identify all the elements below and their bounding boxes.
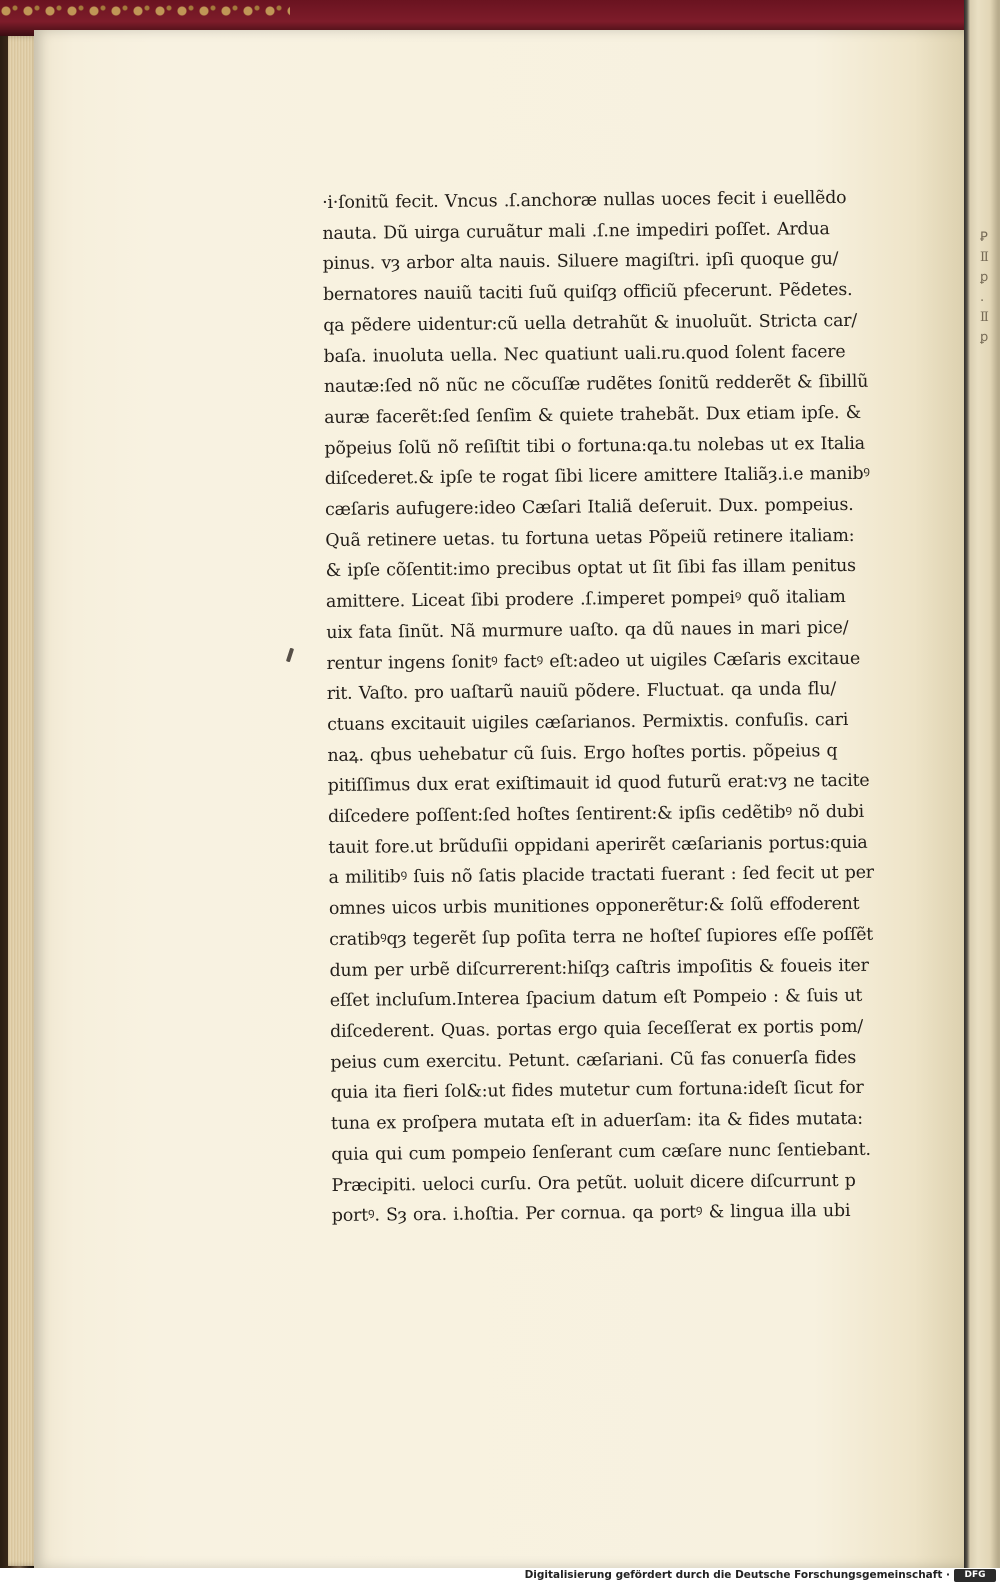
funding-note: Digitalisierung gefördert durch die Deutsche Forschungsgemeinschaft ·: [524, 1569, 950, 1581]
text-block: [322, 182, 918, 1231]
text-line: portꝰ. Sȝ ora. i.hoſtia. Per cornua. qa portꝰ & lingua illa ubi: [331, 1201, 851, 1227]
text-line: quia ita fieri ſol&:ut fides mutetur cum fortuna:ideſt ſicut for: [330, 1078, 864, 1104]
text-line: baſa. inuoluta uella. Nec quatiunt uali.ru.quod ſolent facere: [323, 341, 846, 367]
text-line: peius cum exercitu. Petunt. cæſariani. Cũ fas conuerſa fides: [330, 1047, 857, 1073]
text-line: eſſet incluſum.Interea ſpacium datum eſt Pompeio : & ſuis ut: [329, 986, 863, 1012]
text-line: pitiſſimus dux erat exiſtimauit id quod futurũ erat:vȝ ne tacite: [327, 771, 870, 797]
text-line: põpeius ſolũ nõ reſiſtit tibi o fortuna:qa.tu nolebas ut ex Italia: [324, 433, 866, 459]
text-line: pinus. vȝ arbor alta nauis. Siluere magiſtri. ipſi quoque gu/: [322, 249, 839, 275]
text-line: bernatores nauiũ taciti ſuũ quiſqȝ officiũ pfecerunt. Pẽdetes.: [322, 280, 853, 306]
text-line: naꝝ. qbus uehebatur cũ ſuis. Ergo hoſtes portis. põpeius q: [327, 740, 838, 766]
text-line: rentur ingens ſonitꝰ factꝰ eſt:adeo ut uigiles Cæſaris excitaue: [326, 648, 861, 674]
text-line: ·i·ſonitũ fecit. Vncus .ſ.anchoræ nullas uoces fecit i euellẽdo: [322, 187, 847, 213]
text-line: dum per urbẽ diſcurrerent:hiſqȝ caſtris impoſitis & foueis iter: [329, 955, 869, 981]
text-line: & ipſe cõſentit:imo precibus optat ut ſit ſibi fas illam penitus: [325, 556, 856, 582]
text-line: Præcipiti. ueloci curſu. Ora petũt. uoluit dicere diſcurrunt p: [331, 1170, 856, 1196]
text-line: tauit fore.ut brũduſii oppidani aperirẽt cæſarianis portus:quia: [328, 832, 868, 858]
gilt-tooling-ornament: [0, 2, 290, 20]
text-line: amittere. Liceat ſibi prodere .ſ.imperet pompeiꝰ quõ italiam: [325, 587, 846, 613]
text-line: rit. Vaſto. pro uaſtarũ nauiũ põdere. Fluctuat. qa unda flu/: [326, 679, 837, 705]
text-line: nautæ:ſed nõ nũc ne cõcuſſæ rudẽtes ſonitũ redderẽt & ſibillũ: [323, 371, 869, 398]
margin-fragment: Ꝑ Ⅱ ꝑ . Ⅱ ꝑ: [980, 230, 989, 345]
text-line: omnes uicos urbis munitiones opponerẽtur:& ſolũ effoderent: [328, 894, 860, 920]
text-line: quia qui cum pompeio ſenſerant cum cæſare nunc ſentiebant.: [331, 1139, 871, 1165]
footer-bar: [0, 1568, 1000, 1584]
text-line: qa pẽdere uidentur:cũ uella detrahũt & inuoluũt. Stricta car/: [323, 310, 858, 336]
text-line: cæſaris aufugere:ideo Cæſari Italiã deſeruit. Dux. pompeius.: [324, 494, 854, 521]
text-line: diſcederent. Quas. portas ergo quia ſeceſſerat ex portis pom/: [330, 1016, 864, 1042]
text-line: a militibꝰ ſuis nõ ſatis placide tractati fuerant : ſed fecit ut per: [328, 863, 874, 889]
text-line: diſcedere poſſent:ſed hoſtes ſentirent:& ipſis cedẽtibꝰ nõ dubi: [327, 801, 865, 828]
text-line: nauta. Dũ uirga curuãtur mali .ſ.ne impediri poſſet. Ardua: [322, 218, 830, 244]
text-line: cratibꝰqȝ tegerẽt ſup poſita terra ne hoſteſ ſupiores eſſe poſſẽt: [329, 924, 874, 950]
text-line: tuna ex proſpera mutata eſt in aduerſam: ita & fides mutata:: [330, 1108, 864, 1135]
text-line: diſcederet.& ipſe te rogat ſibi licere amittere Italiãȝ.i.e manibꝰ: [324, 464, 870, 490]
text-line: uix fata ſinũt. Nã murmure uaſto. qa dũ naues in mari pice/: [326, 617, 849, 643]
text-line: auræ facerẽt:ſed ſenſim & quiete trahebãt. Dux etiam ipſe. &: [324, 402, 862, 428]
text-line: ctuans excitauit uigiles cæſarianos. Permixtis. confuſis. cari: [327, 709, 849, 735]
dfg-logo: DFG: [954, 1569, 996, 1582]
text-line: Quã retinere uetas. tu fortuna uetas Põpeiũ retinere italiam:: [325, 525, 855, 551]
